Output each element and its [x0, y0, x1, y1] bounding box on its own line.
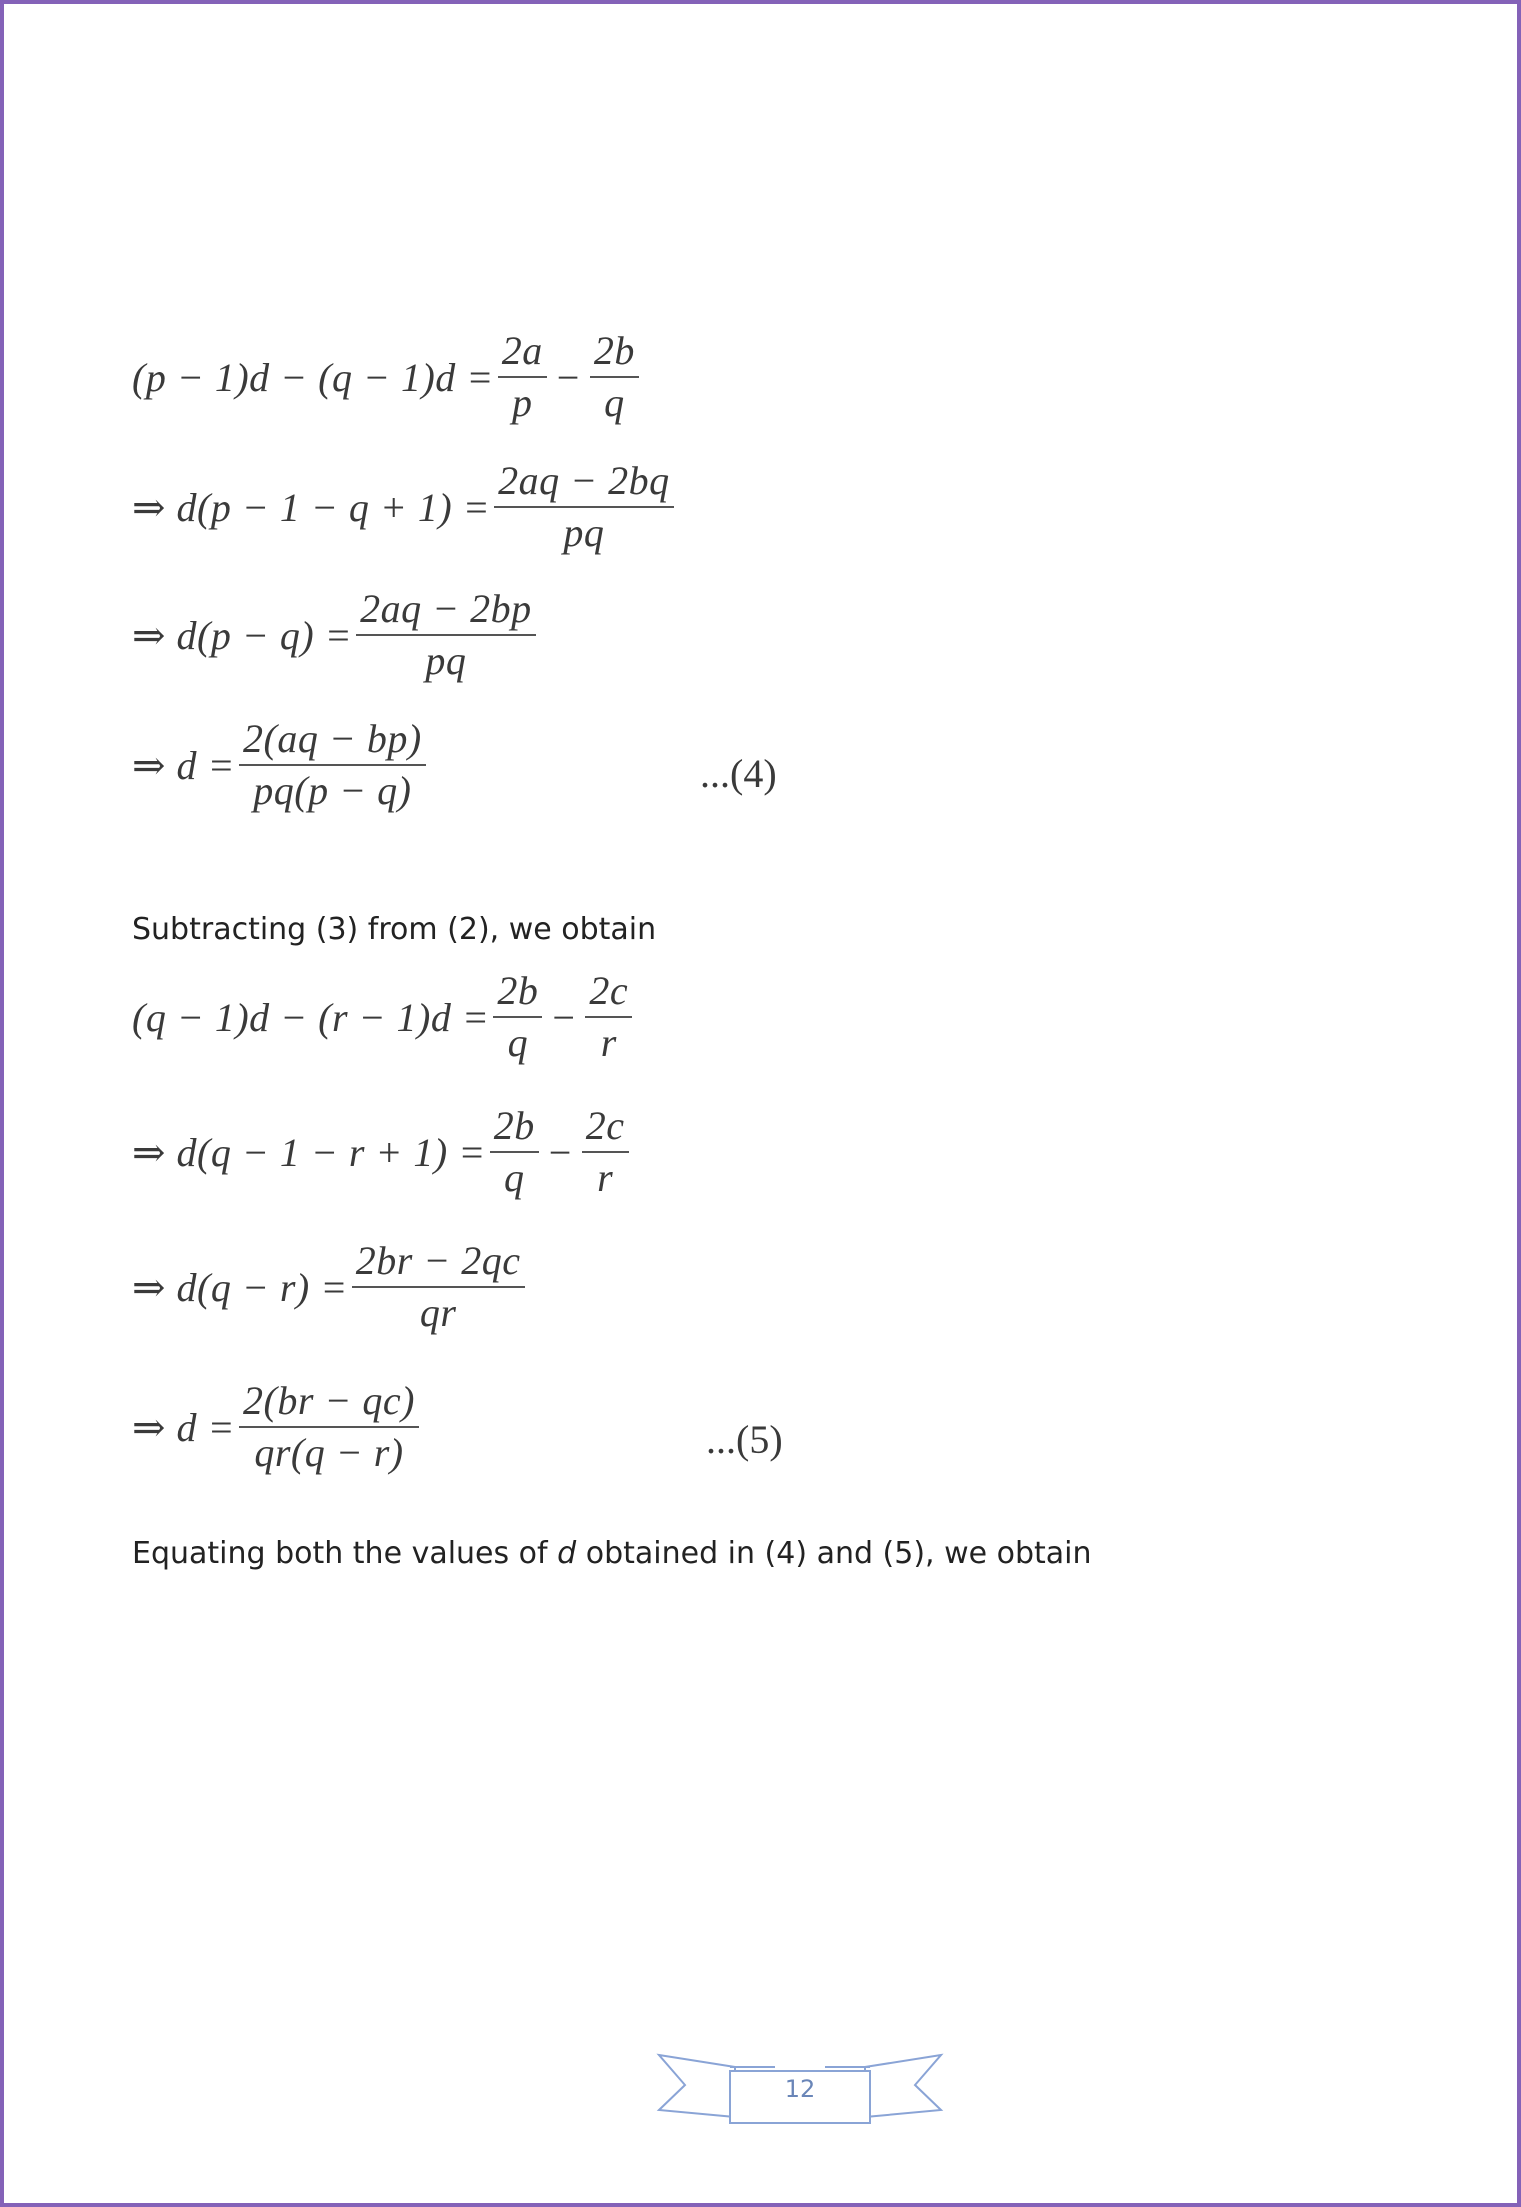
numerator: 2c	[585, 1103, 625, 1148]
fraction	[493, 970, 542, 1064]
minus-sign: −	[552, 994, 576, 1040]
page-number: 12	[784, 2075, 816, 2103]
numerator: 2b	[493, 1103, 535, 1148]
denominator: pq	[356, 634, 536, 682]
numerator: 2(aq − bp)	[243, 716, 422, 761]
equation-tag-5: ...(5)	[706, 1417, 783, 1462]
equation-1-4	[132, 718, 430, 812]
fraction	[239, 718, 426, 812]
paragraph-equating	[132, 1536, 1092, 1571]
equation-2-2	[132, 1105, 633, 1199]
numerator: 2aq − 2bq	[498, 458, 670, 503]
paragraph-subtracting: Subtracting (3) from (2), we obtain	[132, 912, 657, 947]
fraction	[356, 588, 536, 682]
numerator: 2b	[593, 328, 635, 373]
fraction	[498, 330, 547, 424]
equation-1-3	[132, 588, 540, 682]
equation-lhs: ⇒ d(q − r) =	[132, 1264, 348, 1310]
denominator: q	[590, 376, 639, 424]
equation-2-4	[132, 1380, 423, 1474]
equation-lhs: ⇒ d =	[132, 1404, 236, 1450]
denominator: q	[493, 1016, 542, 1064]
numerator: 2a	[501, 328, 543, 373]
equation-tag-4: ...(4)	[700, 751, 777, 796]
text-segment: obtained in (4) and (5), we obtain	[576, 1536, 1092, 1571]
fraction	[585, 970, 632, 1064]
equation-lhs: (q − 1)d − (r − 1)d =	[132, 994, 490, 1040]
equation-2-3	[132, 1240, 529, 1334]
numerator: 2b	[497, 968, 539, 1013]
numerator: 2(br − qc)	[243, 1378, 415, 1423]
fraction	[490, 1105, 539, 1199]
equation-1-2	[132, 460, 678, 554]
equation-lhs: ⇒ d(q − 1 − r + 1) =	[132, 1129, 486, 1175]
fraction	[239, 1380, 419, 1474]
denominator: pq	[494, 506, 674, 554]
denominator: p	[498, 376, 547, 424]
equation-lhs: ⇒ d(p − q) =	[132, 612, 353, 658]
equation-lhs: ⇒ d(p − 1 − q + 1) =	[132, 484, 491, 530]
fraction	[590, 330, 639, 424]
denominator: qr	[352, 1286, 525, 1334]
minus-sign: −	[556, 354, 580, 400]
denominator: pq(p − q)	[239, 764, 426, 812]
denominator: r	[585, 1016, 632, 1064]
numerator: 2c	[589, 968, 629, 1013]
fraction	[494, 460, 674, 554]
equation-lhs: ⇒ d =	[132, 742, 236, 788]
fraction	[352, 1240, 525, 1334]
denominator: q	[490, 1151, 539, 1199]
equation-lhs: (p − 1)d − (q − 1)d =	[132, 354, 494, 400]
equation-2-1	[132, 970, 636, 1064]
text-segment: Equating both the values of	[132, 1536, 558, 1571]
variable-d: d	[557, 1536, 577, 1571]
page-number-ribbon	[655, 2045, 945, 2130]
equation-1-1	[132, 330, 643, 424]
numerator: 2br − 2qc	[355, 1238, 521, 1283]
denominator: qr(q − r)	[239, 1426, 419, 1474]
fraction	[582, 1105, 629, 1199]
denominator: r	[582, 1151, 629, 1199]
numerator: 2aq − 2bp	[360, 586, 532, 631]
minus-sign: −	[548, 1129, 572, 1175]
